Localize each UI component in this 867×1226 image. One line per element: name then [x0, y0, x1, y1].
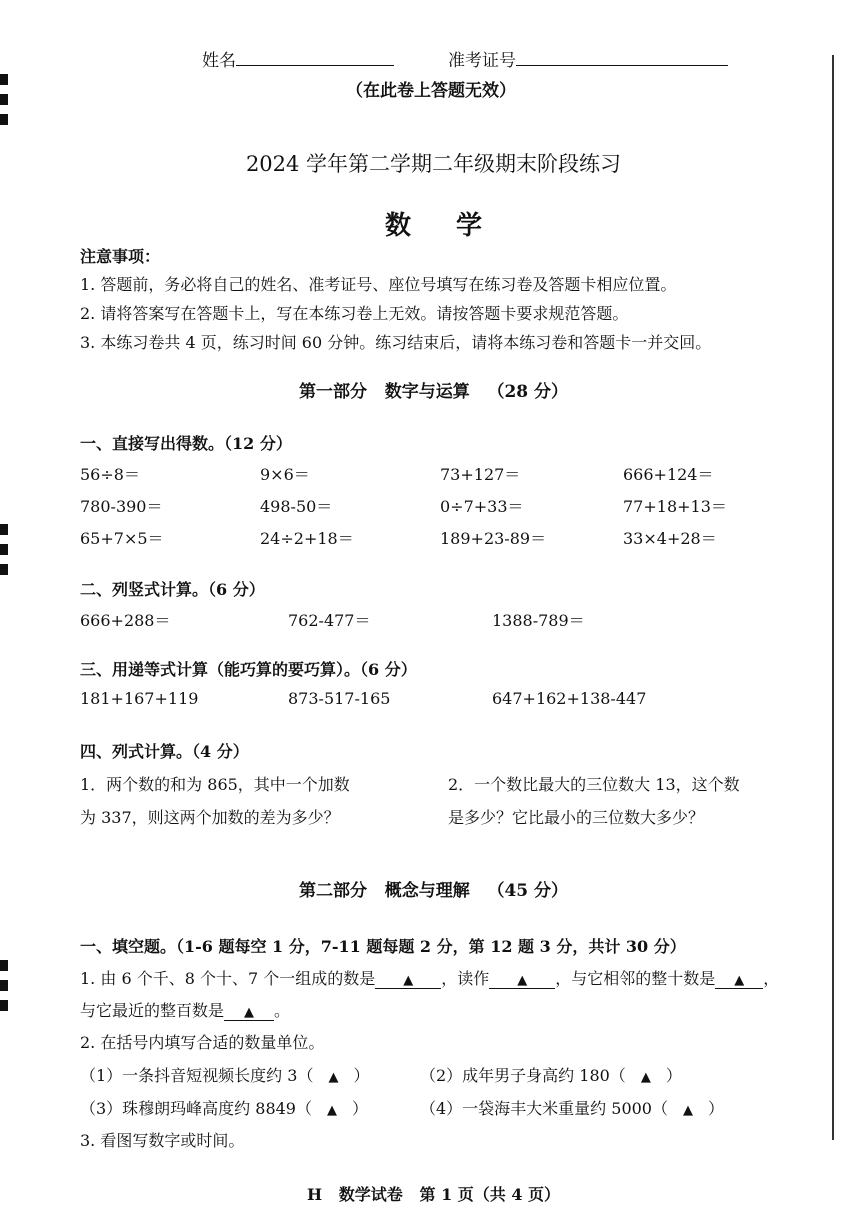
triangle-icon[interactable]: ▲ — [327, 1103, 337, 1118]
fill-question-3: 3. 看图写数字或时间。 — [80, 1131, 245, 1150]
triangle-icon[interactable]: ▲ — [683, 1103, 693, 1118]
answer-notice: （在此卷上答题无效） — [346, 81, 516, 101]
triangle-icon: ▲ — [517, 973, 528, 988]
part2-title: 第二部分 概念与理解 （45 分） — [298, 881, 569, 901]
vertical-calc-item: 1388-789＝ — [492, 611, 585, 630]
part1-title: 第一部分 数字与运算 （28 分） — [298, 382, 569, 402]
answer-blank[interactable] — [489, 969, 555, 989]
answer-blank[interactable] — [375, 969, 441, 989]
triangle-icon[interactable]: ▲ — [640, 1070, 651, 1085]
exam-id-field[interactable] — [448, 46, 728, 71]
unit-item: （3）珠穆朗玛峰高度约 8849（ ▲ ） — [80, 1099, 369, 1118]
calc-item: 33×4+28＝ — [623, 529, 717, 548]
instruction-item: 3. 本练习卷共 4 页，练习时间 60 分钟。练习结束后，请将本练习卷和答题卡一并交回。 — [80, 333, 712, 352]
name-label: 姓名 — [202, 51, 236, 71]
registration-mark — [0, 980, 8, 991]
triangle-icon: ▲ — [403, 973, 414, 988]
q1-heading: 一、直接写出得数。（12 分） — [80, 434, 292, 453]
fill-question-2: 2. 在括号内填写合适的数量单位。 — [80, 1033, 325, 1052]
triangle-icon: ▲ — [244, 1005, 255, 1020]
page-footer: H 数学试卷 第 1 页（共 4 页） — [306, 1185, 561, 1204]
instruction-item: 1. 答题前，务必将自己的姓名、准考证号、座位号填写在练习卷及答题卡相应位置。 — [80, 275, 677, 294]
exam-id-underline[interactable] — [516, 47, 728, 66]
registration-mark — [0, 524, 8, 535]
calc-item: 77+18+13＝ — [623, 497, 727, 516]
word-problem-1: 1．两个数的和为 865，其中一个加数 — [80, 775, 350, 794]
registration-mark — [0, 1000, 8, 1011]
exam-title: 2024 学年第二学期二年级期末阶段练习 — [245, 152, 622, 176]
name-underline[interactable] — [236, 47, 394, 66]
unit-item: （2）成年男子身高约 180（ ▲ ） — [420, 1066, 682, 1085]
vertical-calc-item: 666+288＝ — [80, 611, 171, 630]
q2-heading: 二、列竖式计算。（6 分） — [80, 580, 265, 599]
calc-item: 189+23-89＝ — [440, 529, 547, 548]
registration-mark — [0, 960, 8, 971]
calc-item: 498-50＝ — [260, 497, 333, 516]
fill-blank-heading: 一、填空题。（1-6 题每空 1 分，7-11 题每题 2 分，第 12 题 3 分，共计 30 分） — [80, 937, 686, 956]
exam-id-label: 准考证号 — [448, 51, 516, 71]
registration-mark — [0, 114, 8, 125]
fill-question-1-cont: 与它最近的整百数是 ▲ 。 — [80, 1001, 291, 1020]
vertical-calc-item: 762-477＝ — [288, 611, 371, 630]
triangle-icon[interactable]: ▲ — [328, 1070, 339, 1085]
registration-mark — [0, 564, 8, 575]
word-problem-2-cont: 是多少？它比最小的三位数大多少？ — [448, 808, 705, 827]
name-field[interactable] — [202, 46, 394, 71]
calc-item: 0÷7+33＝ — [440, 497, 524, 516]
instruction-item: 2. 请将答案写在答题卡上，写在本练习卷上无效。请按答题卡要求规范答题。 — [80, 304, 629, 323]
stepwise-calc-item: 873-517-165 — [288, 689, 391, 708]
fill-question-1: 1. 由 6 个千、8 个十、7 个一组成的数是 ▲ ，读作 ▲ ，与它相邻的整十数是 ▲ ， — [80, 969, 780, 988]
calc-item: 56÷8＝ — [80, 465, 140, 484]
registration-mark — [0, 544, 8, 555]
calc-item: 9×6＝ — [260, 465, 310, 484]
registration-mark — [0, 94, 8, 105]
answer-blank[interactable] — [224, 1001, 274, 1021]
q4-heading: 四、列式计算。（4 分） — [80, 742, 249, 761]
subject-title: 数 学 — [384, 211, 501, 241]
calc-item: 780-390＝ — [80, 497, 163, 516]
registration-mark — [0, 74, 8, 85]
word-problem-2: 2．一个数比最大的三位数大 13，这个数 — [448, 775, 740, 794]
instructions-heading: 注意事项： — [80, 247, 161, 266]
calc-item: 24÷2+18＝ — [260, 529, 354, 548]
calc-item: 73+127＝ — [440, 465, 521, 484]
word-problem-1-cont: 为 337，则这两个加数的差为多少？ — [80, 808, 340, 827]
q3-heading: 三、用递等式计算（能巧算的要巧算）。（6 分） — [80, 660, 417, 679]
calc-item: 65+7×5＝ — [80, 529, 164, 548]
triangle-icon: ▲ — [734, 973, 745, 988]
unit-item: （4）一袋海丰大米重量约 5000（ ▲ ） — [420, 1099, 725, 1118]
stepwise-calc-item: 181+167+119 — [80, 689, 199, 708]
unit-item: （1）一条抖音短视频长度约 3（ ▲ ） — [80, 1066, 370, 1085]
calc-item: 666+124＝ — [623, 465, 714, 484]
answer-blank[interactable] — [715, 969, 763, 989]
stepwise-calc-item: 647+162+138-447 — [492, 689, 647, 708]
